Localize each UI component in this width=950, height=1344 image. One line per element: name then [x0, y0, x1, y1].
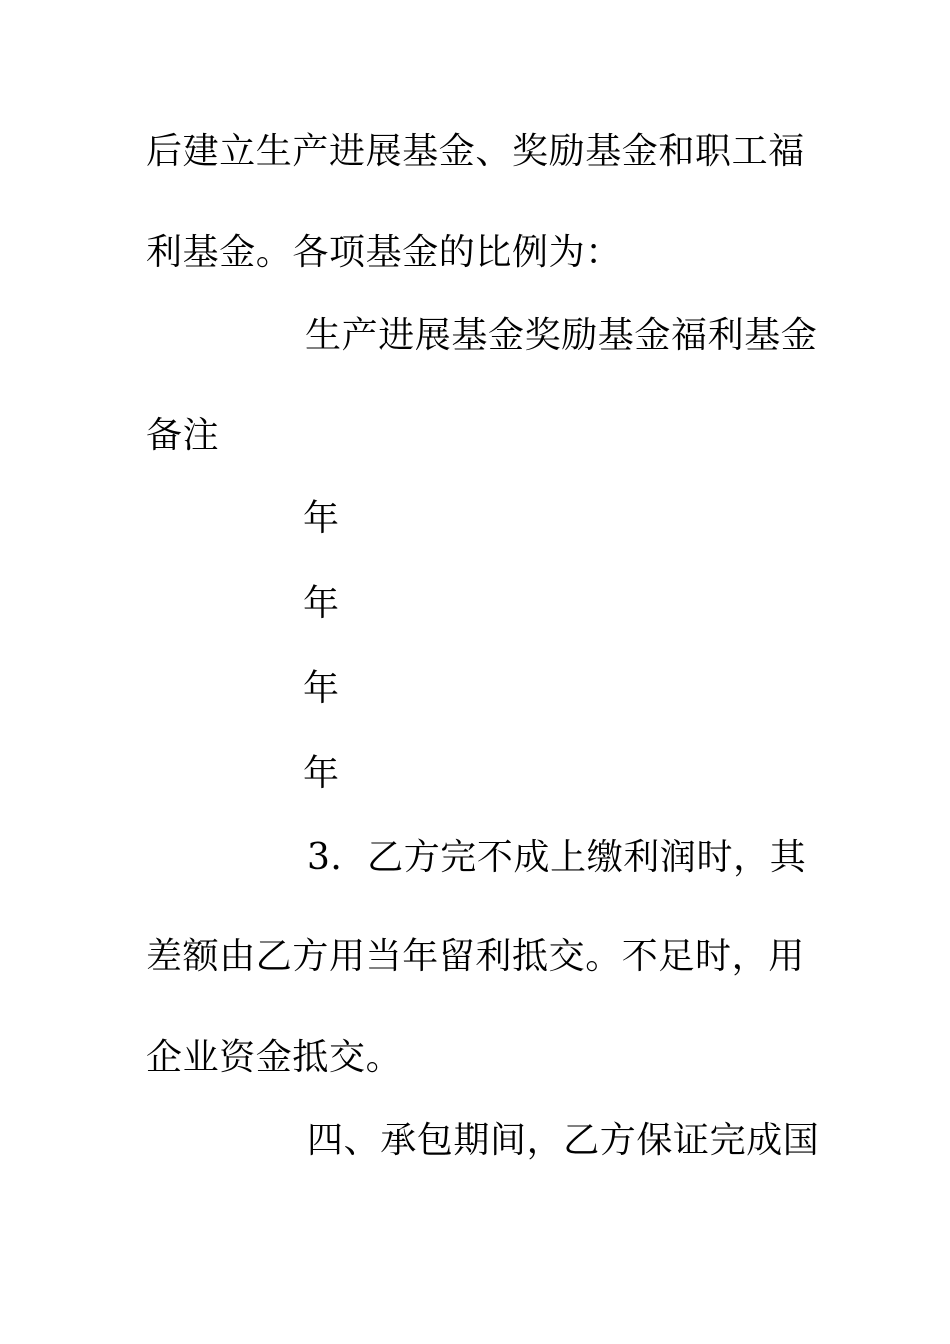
- year-row-3: 年: [303, 668, 340, 709]
- year-row-1: 年: [303, 498, 340, 539]
- clause-3-line-1: 3．乙方完不成上缴利润时，其: [307, 837, 807, 878]
- clause-3-line-3: 企业资金抵交。: [146, 1037, 403, 1078]
- year-row-2: 年: [303, 583, 340, 624]
- remarks-label: 备注: [146, 415, 220, 456]
- clause-3-line-2: 差额由乙方用当年留利抵交。不足时，用: [146, 936, 805, 977]
- fund-table-header: 生产进展基金奖励基金福利基金: [305, 315, 818, 356]
- section-4-line-1: 四、承包期间，乙方保证完成国: [307, 1120, 820, 1161]
- year-row-4: 年: [303, 753, 340, 794]
- paragraph-line-2: 利基金。各项基金的比例为：: [146, 232, 622, 273]
- paragraph-line-1: 后建立生产进展基金、奖励基金和职工福: [146, 131, 805, 172]
